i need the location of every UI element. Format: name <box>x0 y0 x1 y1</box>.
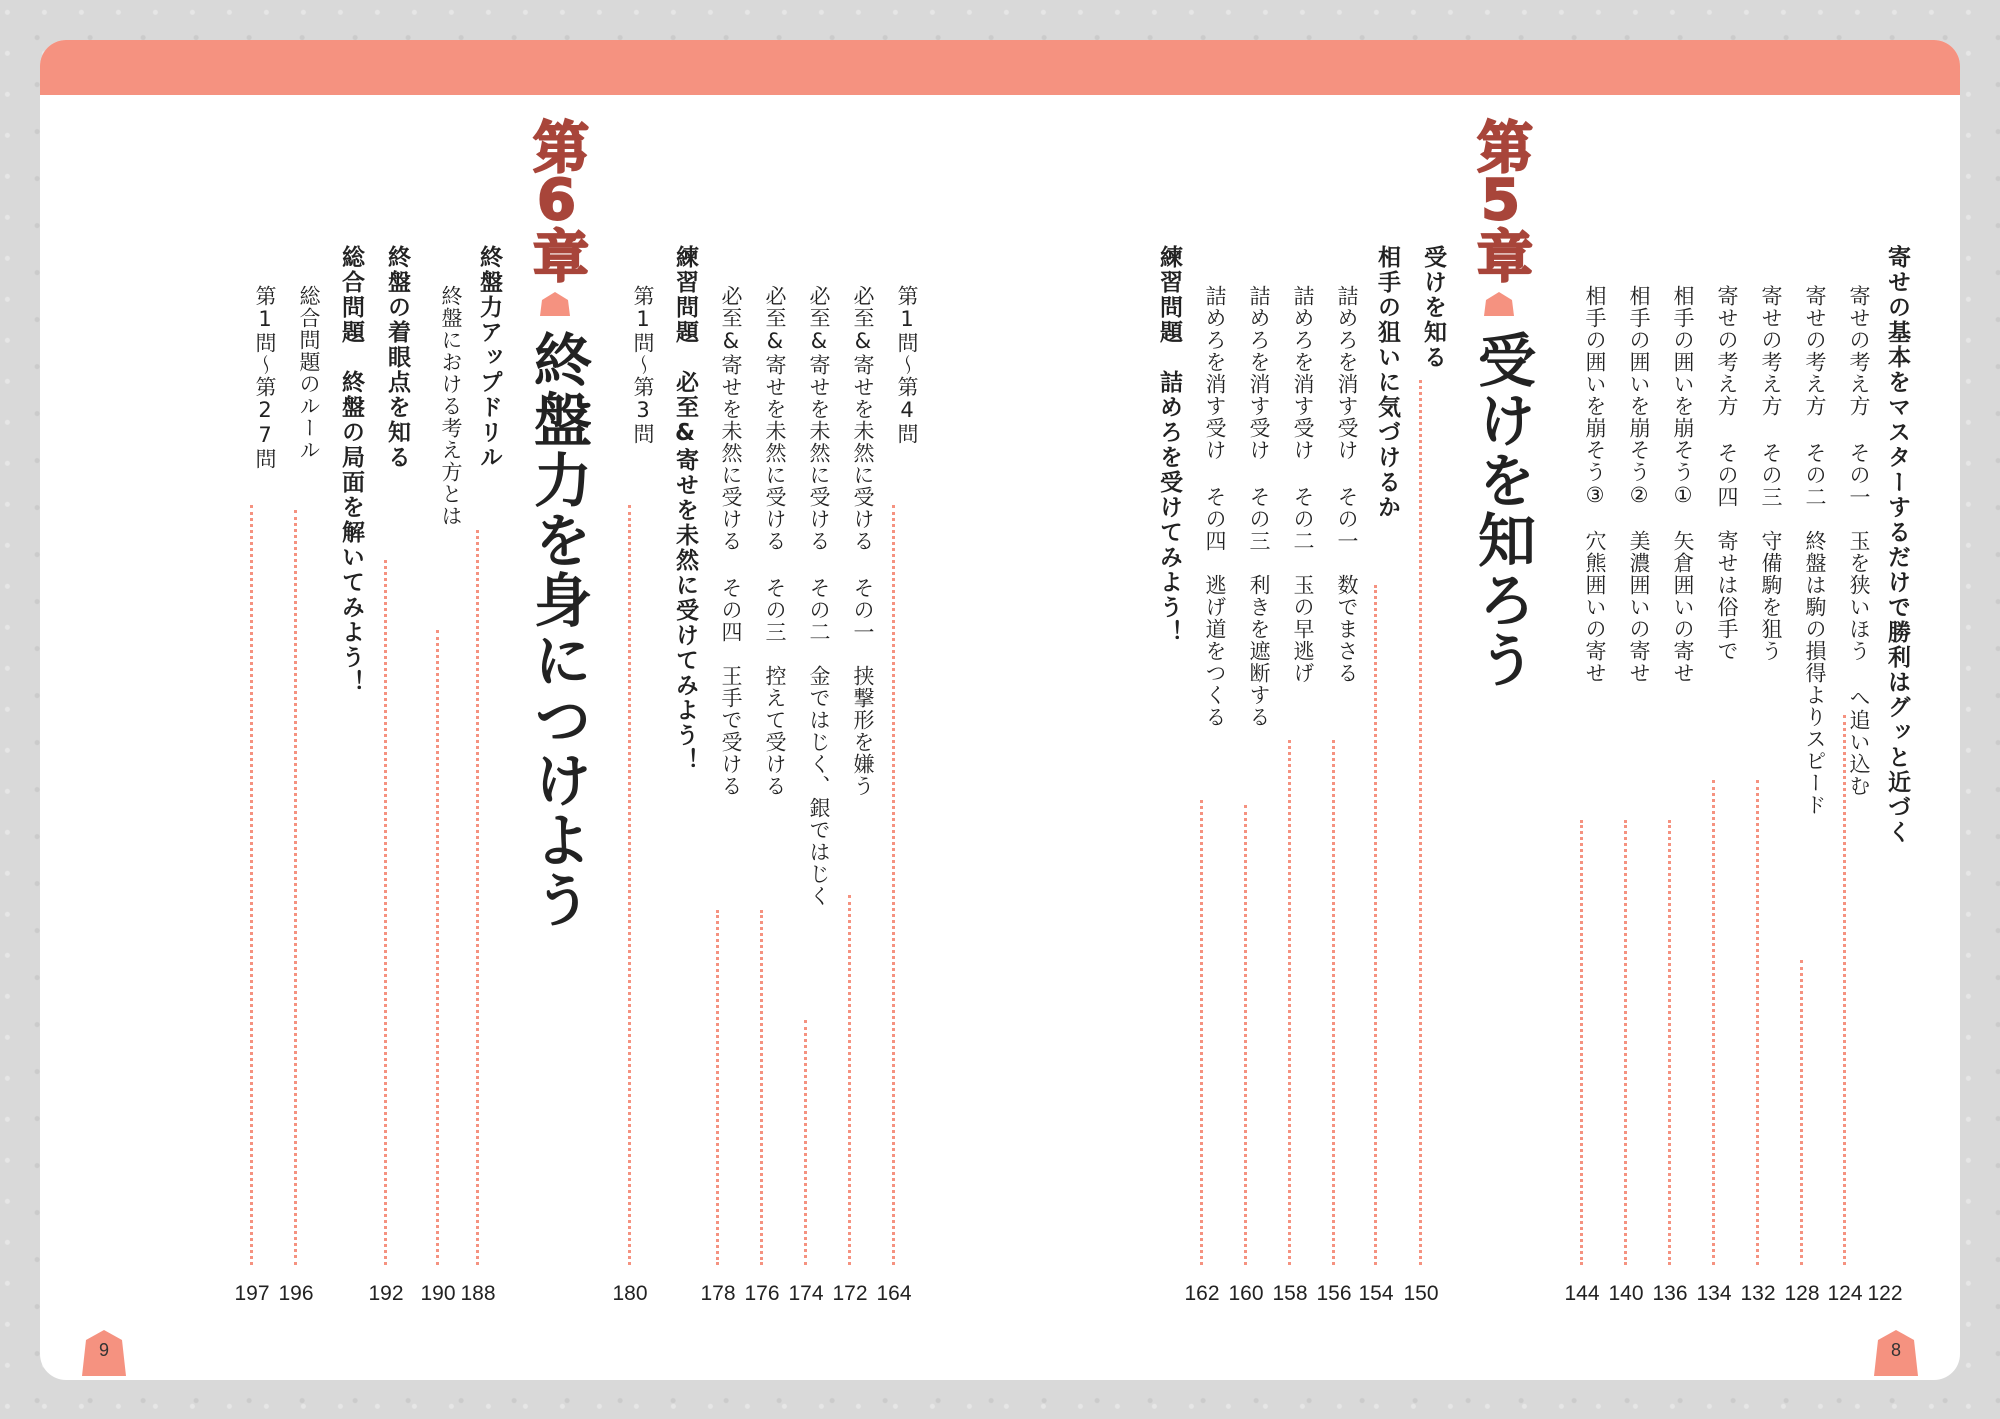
leader-dots <box>1756 780 1759 1265</box>
leader-dots <box>804 1020 807 1265</box>
general-item-2-page: 197 <box>234 1282 270 1305</box>
leader-dots <box>1843 715 1846 1265</box>
practice-item[interactable]: 第1問～第3問 <box>631 285 655 445</box>
leader-dots <box>1712 780 1715 1265</box>
ch6-item-4[interactable]: 必至&寄せを未然に受ける その三 控えて受ける <box>763 285 787 797</box>
section-2-page: 154 <box>1358 1282 1394 1305</box>
intro-item-4[interactable]: 寄せの考え方 その四 寄せは俗手で <box>1715 285 1739 662</box>
leader-dots <box>1800 960 1803 1265</box>
intro-item-7[interactable]: 相手の囲いを崩そう③ 穴熊囲いの寄せ <box>1583 285 1607 684</box>
chapter-5-title: 受けを知ろう <box>1468 330 1536 690</box>
ch6-item-1-page: 164 <box>876 1282 912 1305</box>
leader-dots <box>1419 380 1422 1265</box>
section-1-page: 150 <box>1403 1282 1439 1305</box>
leader-dots <box>1332 740 1335 1265</box>
intro-item-7-page: 144 <box>1564 1282 1600 1305</box>
ch6-item-3-page: 174 <box>788 1282 824 1305</box>
book-spread <box>40 40 1960 1380</box>
ch6-item-5-page: 178 <box>700 1282 736 1305</box>
drill-item[interactable]: 終盤における考え方とは <box>439 285 463 527</box>
ch6-item-4-page: 176 <box>744 1282 780 1305</box>
intro-item-5-page: 136 <box>1652 1282 1688 1305</box>
leader-dots <box>716 910 719 1265</box>
intro-item-6[interactable]: 相手の囲いを崩そう② 美濃囲いの寄せ <box>1627 285 1651 684</box>
section-6-page: 162 <box>1184 1282 1220 1305</box>
intro-item-3[interactable]: 寄せの考え方 その三 守備駒を狙う <box>1759 285 1783 662</box>
intro-item-2-page: 128 <box>1784 1282 1820 1305</box>
ch6-item-3[interactable]: 必至&寄せを未然に受ける その二 金ではじく、銀ではじく <box>807 285 831 907</box>
section-uke-wo-shiru[interactable]: 受けを知る <box>1420 245 1446 370</box>
section-aite-no-nerai[interactable]: 相手の狙いに気づけるか <box>1374 245 1400 520</box>
leader-dots <box>1374 585 1377 1265</box>
leader-dots <box>628 505 631 1265</box>
section-tsumero-2[interactable]: 詰めろを消す受け その二 玉の早逃げ <box>1291 285 1315 684</box>
intro-item-2[interactable]: 寄せの考え方 その二 終盤は駒の損得よりスピード <box>1803 285 1827 816</box>
leader-dots <box>294 510 297 1265</box>
intro-heading-page: 122 <box>1867 1282 1903 1305</box>
intro-item-1-page: 124 <box>1827 1282 1863 1305</box>
shogi-piece-icon <box>540 292 570 316</box>
ch6-item-1[interactable]: 第1問～第4問 <box>895 285 919 445</box>
leader-dots <box>848 895 851 1265</box>
top-color-band <box>40 40 1960 95</box>
leader-dots <box>892 505 895 1265</box>
intro-item-6-page: 140 <box>1608 1282 1644 1305</box>
chapter-6-label: 第6章 <box>524 118 589 277</box>
ch6-item-2[interactable]: 必至&寄せを未然に受ける その一 挟撃形を嫌う <box>851 285 875 797</box>
leader-dots <box>760 910 763 1265</box>
leader-dots <box>476 530 479 1265</box>
leader-dots <box>436 630 439 1265</box>
general-item-1[interactable]: 総合問題のルール <box>297 285 321 461</box>
page-number-9: 9 <box>98 1340 109 1360</box>
page-number-8: 8 <box>1890 1340 1901 1360</box>
chapter-6-title: 終盤力を身につけよう <box>524 330 592 930</box>
section-5-page: 160 <box>1228 1282 1264 1305</box>
leader-dots <box>1580 820 1583 1265</box>
chapter-5-label: 第5章 <box>1468 118 1533 277</box>
drill-heading[interactable]: 終盤力アップドリル <box>476 245 502 470</box>
section-tsumero-1[interactable]: 詰めろを消す受け その一 数でまさる <box>1335 285 1359 684</box>
leader-dots <box>384 560 387 1265</box>
general-item-2[interactable]: 第1問～第27問 <box>253 285 277 470</box>
shogi-piece-icon <box>1484 292 1514 316</box>
drill-heading-page: 188 <box>460 1282 496 1305</box>
section-4-page: 158 <box>1272 1282 1308 1305</box>
intro-item-1[interactable]: 寄せの考え方 その一 玉を狭いほう へ追い込む <box>1847 285 1871 797</box>
practice-item-page: 180 <box>612 1282 648 1305</box>
drill-item-page: 190 <box>420 1282 456 1305</box>
leader-dots <box>250 505 253 1265</box>
intro-item-3-page: 132 <box>1740 1282 1776 1305</box>
general-item-1-page: 196 <box>278 1282 314 1305</box>
leader-dots <box>1288 740 1291 1265</box>
ch6-item-2-page: 172 <box>832 1282 868 1305</box>
leader-dots <box>1244 805 1247 1265</box>
section-tsumero-4[interactable]: 詰めろを消す受け その四 逃げ道をつくる <box>1203 285 1227 728</box>
intro-item-4-page: 134 <box>1696 1282 1732 1305</box>
leader-dots <box>1200 800 1203 1265</box>
focus-heading[interactable]: 終盤の着眼点を知る <box>384 245 410 470</box>
leader-dots <box>1624 820 1627 1265</box>
section-3-page: 156 <box>1316 1282 1352 1305</box>
focus-heading-page: 192 <box>368 1282 404 1305</box>
intro-heading[interactable]: 寄せの基本をマスターするだけで勝利はグッと近づく <box>1884 245 1910 845</box>
leader-dots <box>1668 820 1671 1265</box>
ch6-item-5[interactable]: 必至&寄せを未然に受ける その四 王手で受ける <box>719 285 743 797</box>
intro-item-5[interactable]: 相手の囲いを崩そう① 矢倉囲いの寄せ <box>1671 285 1695 684</box>
section-practice[interactable]: 練習問題 詰めろを受けてみよう！ <box>1156 245 1182 645</box>
general-heading[interactable]: 総合問題 終盤の局面を解いてみよう！ <box>338 245 364 695</box>
section-tsumero-3[interactable]: 詰めろを消す受け その三 利きを遮断する <box>1247 285 1271 728</box>
practice-heading[interactable]: 練習問題 必至&寄せを未然に受けてみよう！ <box>672 245 698 773</box>
